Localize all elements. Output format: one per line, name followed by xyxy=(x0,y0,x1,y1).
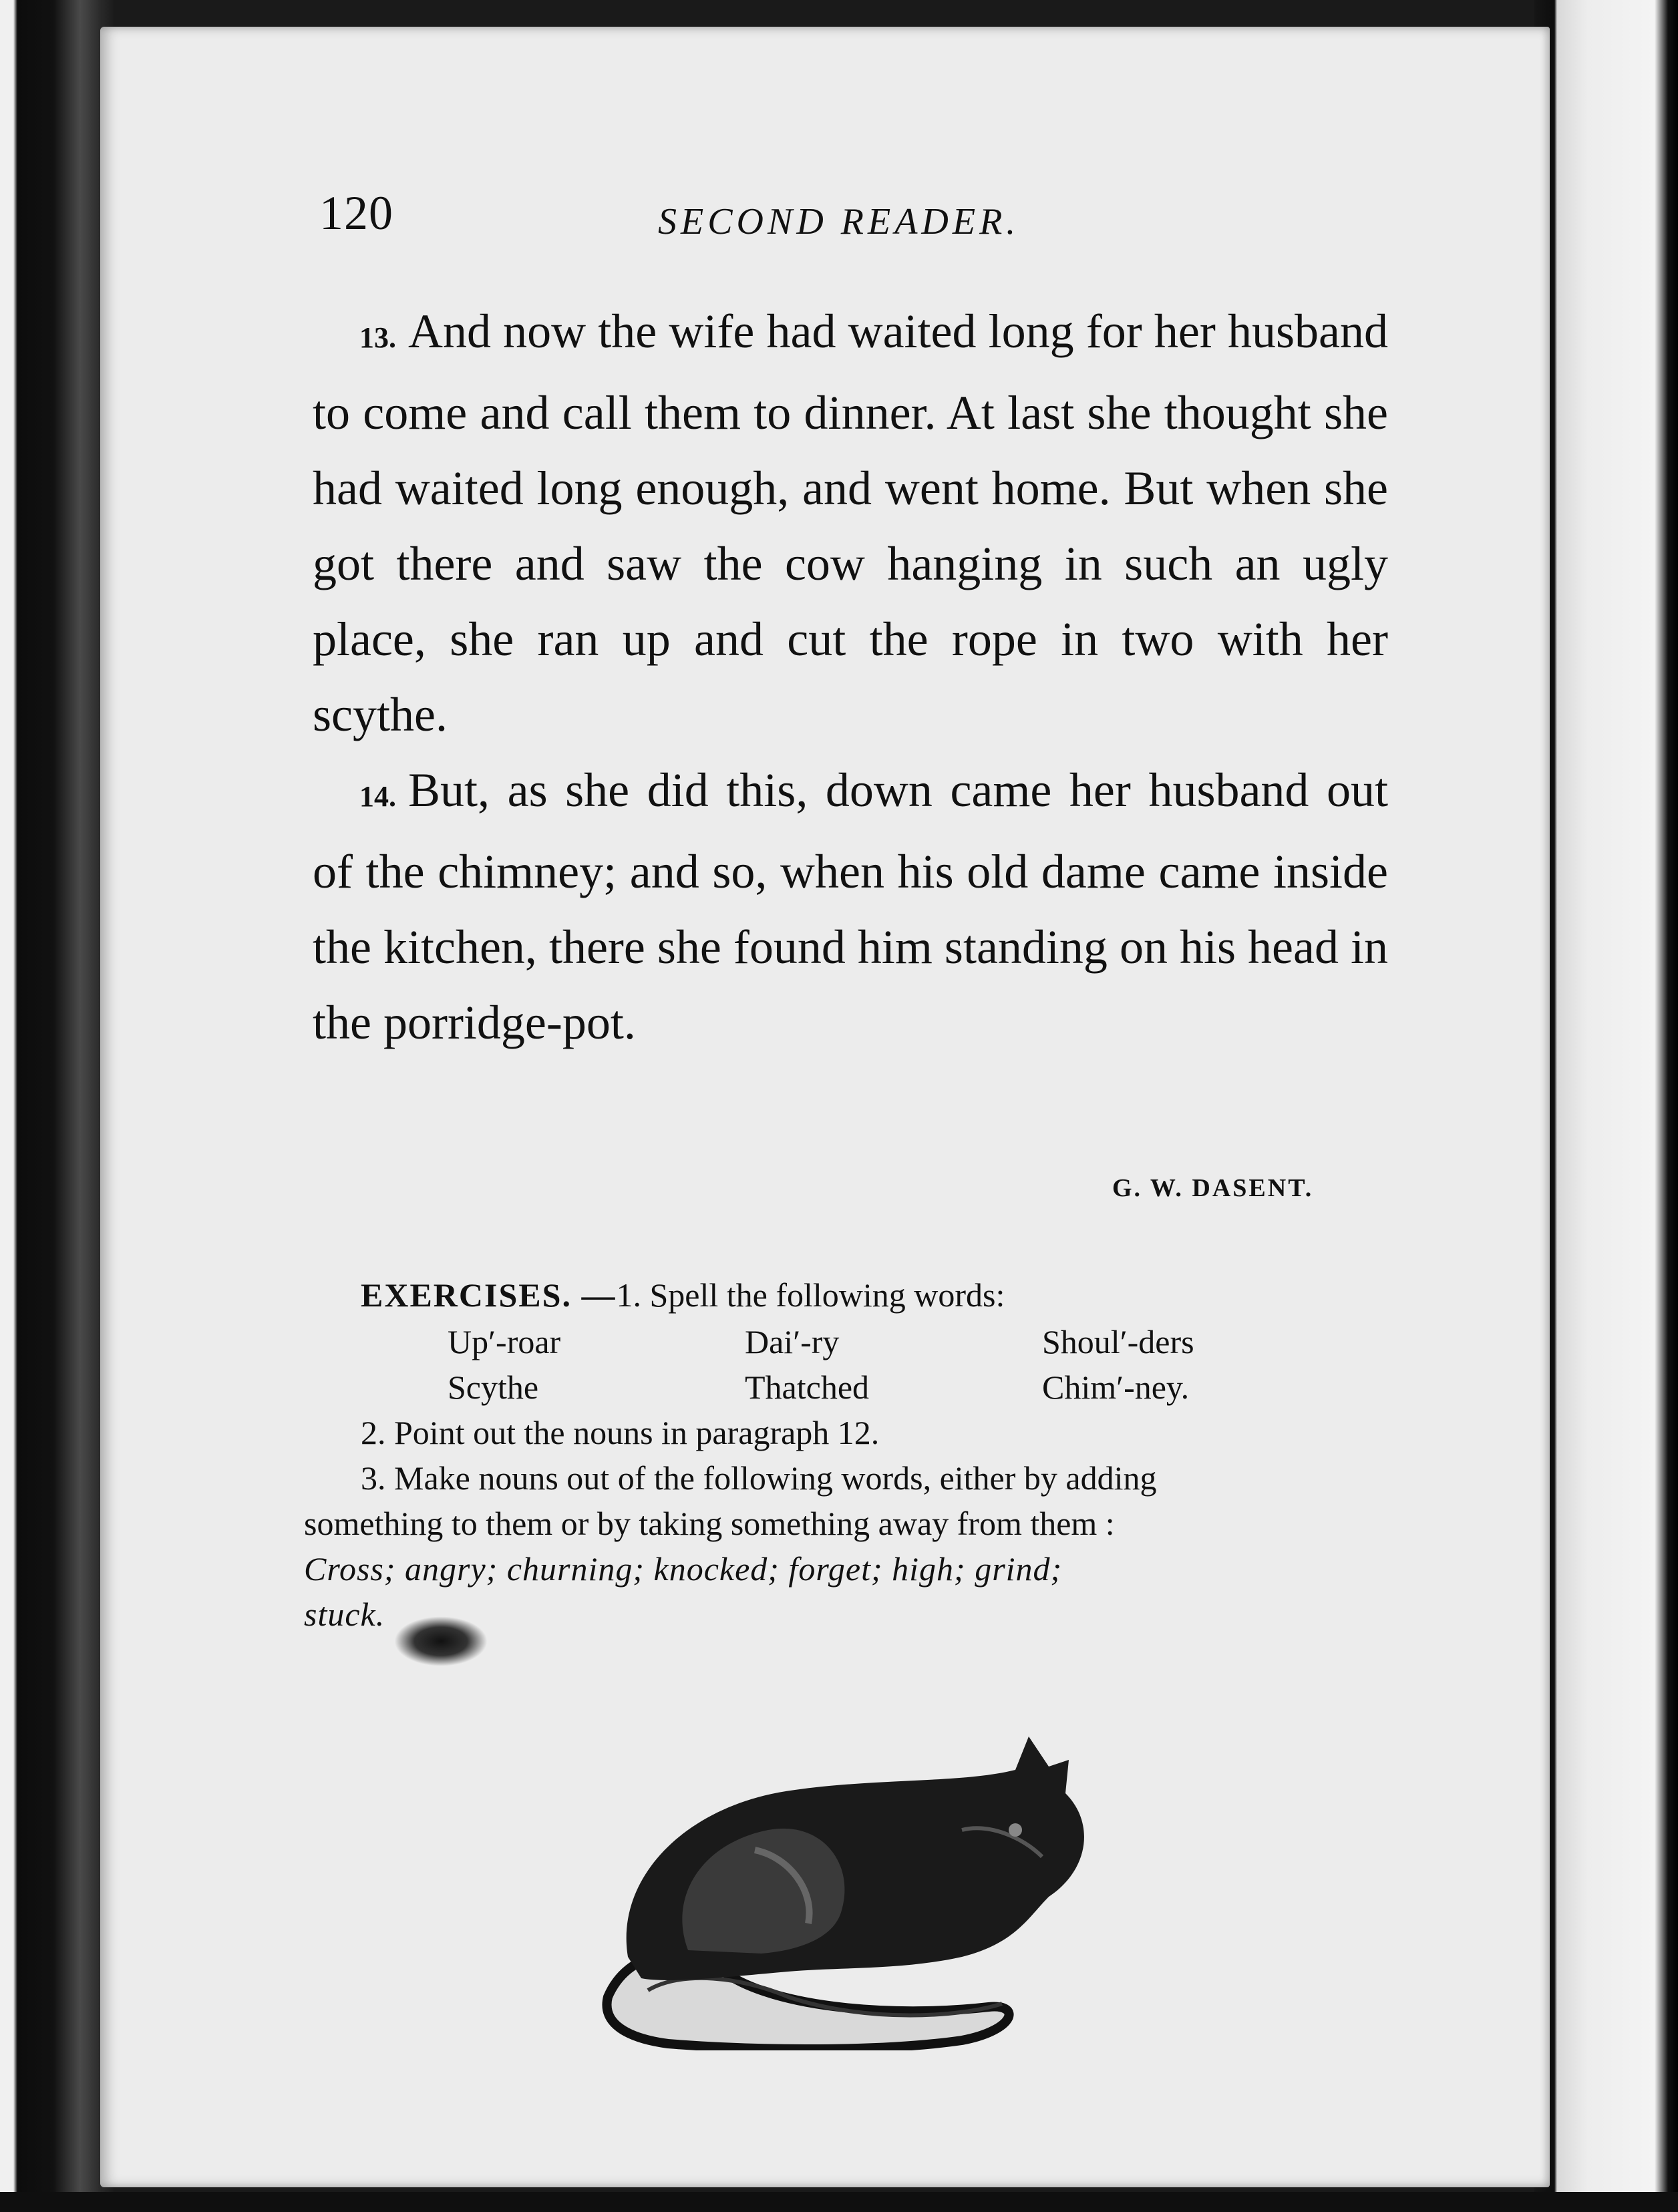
exercise-3-word-list: Cross; angry; churning; knocked; forget; high; grind; xyxy=(304,1550,1063,1588)
exercise-1-text: 1. Spell the following words: xyxy=(616,1276,1005,1314)
paragraph-text: But, as she did this, down came her husband out of the chimney; and so, when his old dame came inside the kitchen, there she found him standing on his head in the porridge-pot. xyxy=(313,763,1388,1049)
spelling-word: Shoul′-ders xyxy=(1042,1323,1194,1360)
exercises-heading: EXERCISES. — xyxy=(361,1276,617,1314)
running-title: SECOND READER. xyxy=(658,201,1020,242)
paragraph-text: And now the wife had waited long for her husband to come and call them to dinner. At last she thought she had waited long enough, and went home. But when she got there and saw the cow hanging in such an ugly place, she ran up and cut the rope in two with her scythe. xyxy=(313,305,1388,741)
exercise-3-line: 3. Make nouns out of the following words, either by adding xyxy=(361,1459,1157,1497)
scan-left-edge xyxy=(0,0,114,2212)
scan-bottom-edge xyxy=(0,2192,1678,2212)
paragraph-number: 14. xyxy=(359,780,396,813)
spelling-word: Thatched xyxy=(745,1368,870,1406)
paragraph-number: 13. xyxy=(359,321,396,354)
exercise-1 xyxy=(361,1272,1386,1318)
spelling-word-list xyxy=(448,1319,1386,1410)
spelling-word: Up′-roar xyxy=(448,1323,561,1360)
page-number: 120 xyxy=(319,186,393,240)
body-text xyxy=(313,294,1388,1061)
paragraph-14 xyxy=(313,753,1388,1061)
spelling-word: Chim′-ney. xyxy=(1042,1368,1190,1406)
scan-right-edge xyxy=(1534,0,1678,2212)
exercise-3-line: something to them or by taking something away from them : xyxy=(304,1505,1115,1542)
paragraph-13 xyxy=(313,294,1388,753)
spelling-word: Dai′-ry xyxy=(745,1323,840,1360)
exercise-3-word-list-end: stuck. xyxy=(304,1596,385,1633)
ink-smudge xyxy=(394,1616,488,1666)
exercises-section xyxy=(304,1272,1386,1637)
sleeping-cat-icon xyxy=(588,1730,1109,2050)
author-attribution: G. W. DASENT. xyxy=(1112,1174,1314,1202)
exercise-2: 2. Point out the nouns in paragraph 12. xyxy=(361,1414,880,1451)
spelling-word: Scythe xyxy=(448,1368,539,1406)
